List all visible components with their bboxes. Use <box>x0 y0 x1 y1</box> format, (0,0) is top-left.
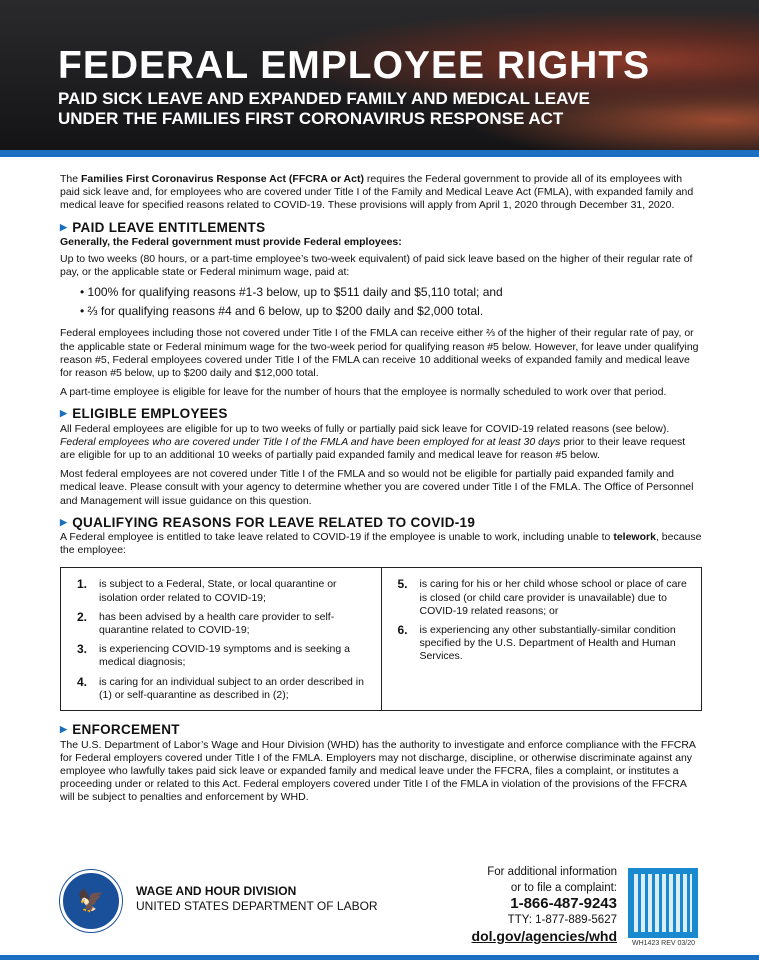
triangle-icon: ▶ <box>60 516 68 527</box>
blue-divider <box>0 150 759 157</box>
reason-item <box>398 578 690 618</box>
form-revision: WH1423 REV 03/20 <box>632 940 696 947</box>
pay-rate-list <box>80 283 702 321</box>
paid-leave-paragraph: A part-time employee is eligible for leave for the number of hours that the employee is normally scheduled to work over that period. <box>60 386 667 399</box>
reason-number: 3. <box>77 642 88 657</box>
bottom-blue-bar <box>0 955 759 960</box>
qr-code-icon[interactable] <box>628 868 698 938</box>
reason-number: 6. <box>397 623 408 638</box>
triangle-icon: ▶ <box>60 221 68 232</box>
reasons-column-left <box>61 568 381 710</box>
reasons-lead <box>60 531 702 557</box>
reason-item <box>77 611 369 637</box>
paid-leave-lead: Generally, the Federal government must provide Federal employees: <box>60 235 402 248</box>
department-name: UNITED STATES DEPARTMENT OF LABOR <box>136 899 378 913</box>
reason-text: is subject to a Federal, State, or local quarantine or isolation order related to COVID-19; <box>99 578 337 604</box>
section-heading-reasons <box>60 516 702 529</box>
paid-leave-paragraph: Up to two weeks (80 hours, or a part-time employee’s two-week equivalent) of paid sick leave based on the higher of their regular rate of pay, or the applicable state or Federal minimum wage, paid at: <box>60 253 693 279</box>
reason-item <box>77 643 369 669</box>
document-body <box>60 173 702 811</box>
list-item: • 100% for qualifying reasons #1-3 below, up to $511 daily and $5,110 total; and <box>80 283 702 302</box>
eligible-paragraph: Most federal employees are not covered under Title I of the FMLA and so would not be eligible for partially paid expanded family and medical leave. Please consult with your agency to determine whether you are covered under Title I of the FMLA. The Office of Personnel and Management will issue guidance on this question. <box>60 468 694 507</box>
text: All Federal employees are eligible for up to two weeks of fully or partially paid sick leave for COVID-19 related reasons (see below). <box>60 422 670 435</box>
intro-act-name: Families First Coronavirus Response Act (FFCRA or Act) <box>81 173 364 185</box>
triangle-icon: ▶ <box>60 724 68 735</box>
dol-seal-logo: 🦅 <box>60 870 122 932</box>
heading-text: PAID LEAVE ENTITLEMENTS <box>72 219 266 235</box>
intro-paragraph <box>60 173 702 213</box>
reason-number: 1. <box>77 577 88 592</box>
reason-item <box>77 578 369 604</box>
agency-name <box>136 884 378 914</box>
heading-text: ELIGIBLE EMPLOYEES <box>72 406 228 422</box>
subtitle-line-2: UNDER THE FAMILIES FIRST CORONAVIRUS RESPONSE ACT <box>58 109 564 128</box>
subtitle-line-1: PAID SICK LEAVE AND EXPANDED FAMILY AND MEDICAL LEAVE <box>58 89 590 108</box>
eligible-paragraph <box>60 423 702 463</box>
reason-number: 5. <box>397 577 408 592</box>
contact-text: For additional information <box>487 866 617 878</box>
tty-number[interactable]: TTY: 1-877-889-5627 <box>507 914 617 926</box>
reason-text: is caring for an individual subject to an order described in (1) or self-quarantine as described in (2); <box>99 675 364 701</box>
intro-text: The <box>60 173 82 185</box>
website-link[interactable]: dol.gov/agencies/whd <box>471 928 617 944</box>
triangle-icon: ▶ <box>60 408 68 419</box>
text-italic: Federal employees who are covered under Title I of the FMLA and have been employed for at least 30 days <box>60 435 561 448</box>
list-item: • ⅔ for qualifying reasons #4 and 6 below, up to $200 daily and $2,000 total. <box>80 302 702 321</box>
contact-text: or to file a complaint: <box>510 882 617 894</box>
contact-info <box>472 864 617 944</box>
reason-text: is experiencing COVID-19 symptoms and is seeking a medical diagnosis; <box>99 643 350 669</box>
heading-text: QUALIFYING REASONS FOR LEAVE RELATED TO COVID-19 <box>72 514 476 530</box>
phone-number[interactable]: 1-866-487-9243 <box>510 895 617 912</box>
reason-text: is caring for his or her child whose school or place of care is closed (or child care provider is unavailable) due to COVID-19 related reasons; or <box>419 578 687 617</box>
reason-text: is experiencing any other substantially-similar condition specified by the U.S. Department of Health and Human Services. <box>419 624 676 663</box>
heading-text: ENFORCEMENT <box>72 722 180 738</box>
page-title: FEDERAL EMPLOYEE RIGHTS <box>58 44 651 87</box>
reason-item <box>398 624 690 664</box>
text-bold: telework <box>613 531 656 544</box>
header-banner <box>0 0 759 150</box>
intro-text: requires the Federal government to provide all of its employees with paid sick leave and, for employees who are covered under Title I of the Family and Medical Leave Act (FMLA), with expanded family and medical leave for specified reasons related to COVID-19. These provisions will apply from April 1, 2020 through December 31, 2020. <box>60 173 694 212</box>
section-heading-paid-leave <box>60 221 702 234</box>
section-heading-enforcement <box>60 723 702 736</box>
reasons-box <box>60 567 702 711</box>
reason-number: 4. <box>77 674 88 689</box>
enforcement-paragraph: The U.S. Department of Labor’s Wage and Hour Division (WHD) has the authority to investigate and enforce compliance with the FFCRA for Federal employers covered under Title I of the FMLA. Employers may not discharge, discipline, or otherwise discriminate against any employee who lawfully takes paid sick leave or expanded family and medical leave under the FFCRA, files a complaint, or institutes a proceeding under or related to this Act. Federal employers covered under Title I of the FMLA in violation of the provisions of the FFCRA will be subject to penalties and enforcement by WHD. <box>60 738 696 804</box>
section-heading-eligible <box>60 407 702 420</box>
text: , because the employee: <box>60 531 702 557</box>
text: prior to their leave request are eligible for up to an additional 10 weeks of partially paid expanded family and medical leave for reason #5 below. <box>60 435 686 462</box>
division-name: WAGE AND HOUR DIVISION <box>136 884 297 898</box>
text: A Federal employee is entitled to take leave related to COVID-19 if the employee is unable to work, including unable to <box>60 531 614 544</box>
reason-item <box>77 676 369 702</box>
reasons-column-right <box>381 568 702 710</box>
subtitle <box>58 89 590 129</box>
reason-number: 2. <box>77 609 88 624</box>
reason-text: has been advised by a health care provider to self-quarantine related to COVID-19; <box>99 610 335 637</box>
footer <box>0 860 759 960</box>
paid-leave-paragraph: Federal employees including those not covered under Title I of the FMLA can receive either ⅔ of the higher of their regular rate of pay, or the applicable state or Federal minimum wage for the two-week period for qualifying reason #5 below. However, for leave under qualifying reason #5, Federal employees covered under Title I of the FMLA can receive 10 additional weeks of expanded family and medical leave for reason #5 below, up to $200 daily and $12,000 total. <box>60 327 699 380</box>
